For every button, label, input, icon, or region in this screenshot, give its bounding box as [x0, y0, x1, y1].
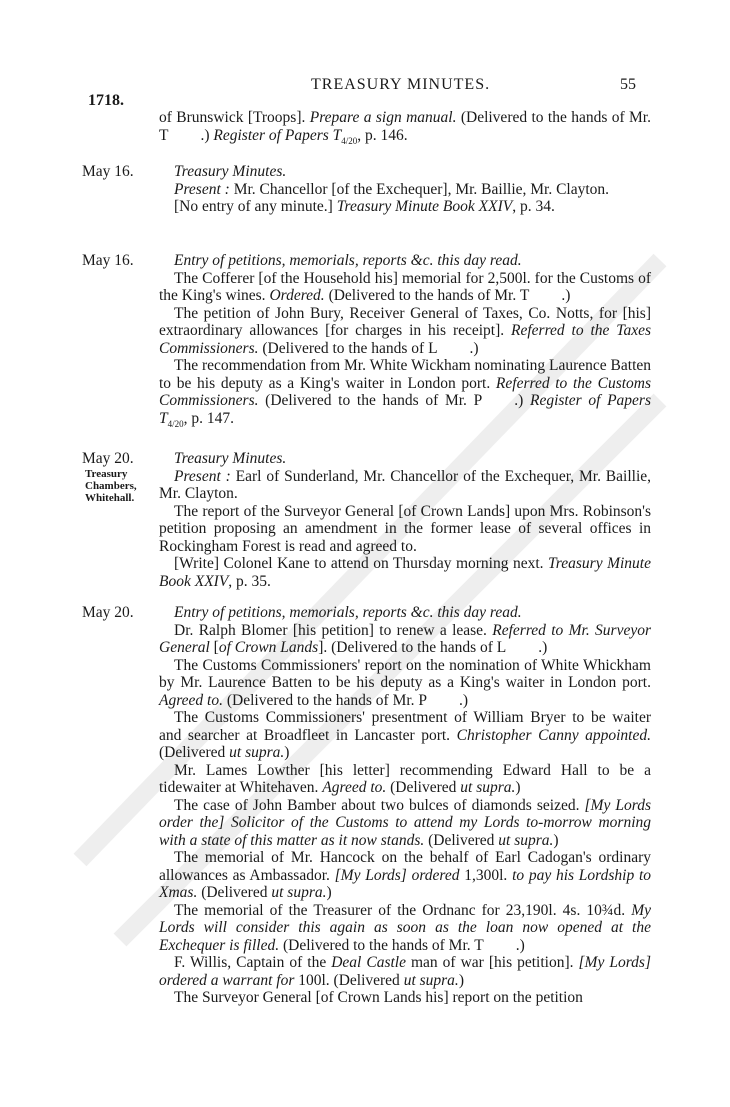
entry-heading: Treasury Minutes. — [174, 163, 287, 180]
paragraph: The recommendation from Mr. White Wickham nominating Laurence Batten to be his deputy as a King's waiter in London port. Referred to the Customs Commissioners. (Delivered to the hands of Mr. P .) Register of Papers $T_{4/20}$, p. 147. — [159, 357, 652, 429]
paragraph: The Surveyor General [of Crown Lands his] report on the petition — [174, 989, 583, 1006]
entry-body — [159, 109, 651, 150]
paragraph: The memorial of Mr. Hancock on the behalf of Earl Cadogan's ordinary allowances as Ambassador. [My Lords] ordered 1,300l. to pay his Lordship to Xmas. (Delivered ut supra.) — [159, 849, 652, 901]
entry-heading: Entry of petitions, memorials, reports &c. this day read. — [174, 604, 522, 621]
page-number: 55 — [620, 76, 636, 93]
present-line: Present : Earl of Sunderland, Mr. Chancellor of the Exchequer, Mr. Baillie, Mr. Clayton. — [159, 467, 652, 502]
margin-date: May 20. — [82, 604, 134, 621]
paragraph: The Customs Commissioners' report on the nomination of White Whickham by Mr. Laurence Batten to be his deputy as a King's waiter in London port. Agreed to. (Delivered to the hands of Mr. P .) — [159, 656, 651, 709]
entry-body — [159, 604, 651, 1007]
margin-place: Treasury Chambers, Whitehall. — [85, 468, 137, 504]
running-title: TREASURY MINUTES. — [311, 76, 491, 93]
paragraph: [Write] Colonel Kane to attend on Thursday morning next. Treasury Minute Book XXIV, p. 35. — [159, 555, 651, 590]
paragraph: The petition of John Bury, Receiver General of Taxes, Co. Notts, for [his] extraordinary allowances [for charges in his receipt]. Referred to the Taxes Commissioners. (Delivered to the hands of L .) — [159, 304, 651, 357]
paragraph: F. Willis, Captain of the Deal Castle man of war [his petition]. [My Lords] ordered a warrant for 100l. (Delivered ut supra.) — [159, 954, 651, 989]
paragraph: The case of John Bamber about two bulces of diamonds seized. [My Lords order the] Solicitor of the Customs to attend my Lords to-morrow morning with a state of this matter as it now stands. (Delivered ut supra.) — [159, 796, 651, 849]
margin-date: May 20. — [82, 450, 134, 467]
paragraph: The Customs Commissioners' presentment of William Bryer to be waiter and searcher at Broadfleet in Lancaster port. Christopher Canny appointed. (Delivered ut supra.) — [159, 709, 651, 761]
paragraph: of Brunswick [Troops]. Prepare a sign manual. (Delivered to the hands of Mr. T .) Register of Papers $T_{4/20}$, p. 146. — [159, 109, 651, 146]
entry-heading: Entry of petitions, memorials, reports &c. this day read. — [174, 252, 522, 269]
paragraph: The report of the Surveyor General [of Crown Lands] upon Mrs. Robinson's petition proposing an amendment in the former lease of several offices in Rockingham Forest is read and agreed to. — [159, 502, 651, 555]
paragraph: Dr. Ralph Blomer [his petition] to renew a lease. Referred to Mr. Surveyor General [of Crown Lands]. (Delivered to the hands of L .) — [159, 621, 652, 656]
entry-body — [159, 450, 651, 590]
paragraph: Mr. Lames Lowther [his letter] recommending Edward Hall to be a tidewaiter at Whitehaven. Agreed to. (Delivered ut supra.) — [159, 761, 651, 796]
entry-heading: Treasury Minutes. — [174, 450, 287, 467]
paragraph: The Cofferer [of the Household his] memorial for 2,500l. for the Customs of the King's wines. Ordered. (Delivered to the hands of Mr. T .) — [159, 269, 651, 304]
margin-date: May 16. — [82, 252, 134, 269]
entry-body — [159, 163, 651, 216]
present-line: Present : Mr. Chancellor [of the Exchequer], Mr. Baillie, Mr. Clayton. — [174, 180, 610, 198]
year-label: 1718. — [88, 92, 124, 109]
entry-body — [159, 252, 651, 433]
paragraph: The memorial of the Treasurer of the Ordnanc for 23,190l. 4s. 10¾d. My Lords will consider this again as soon as the loan now opened at the Exchequer is filled. (Delivered to the hands of Mr. T .) — [159, 901, 651, 954]
paragraph: [No entry of any minute.] Treasury Minute Book XXIV, p. 34. — [174, 198, 555, 215]
margin-date: May 16. — [82, 163, 134, 180]
